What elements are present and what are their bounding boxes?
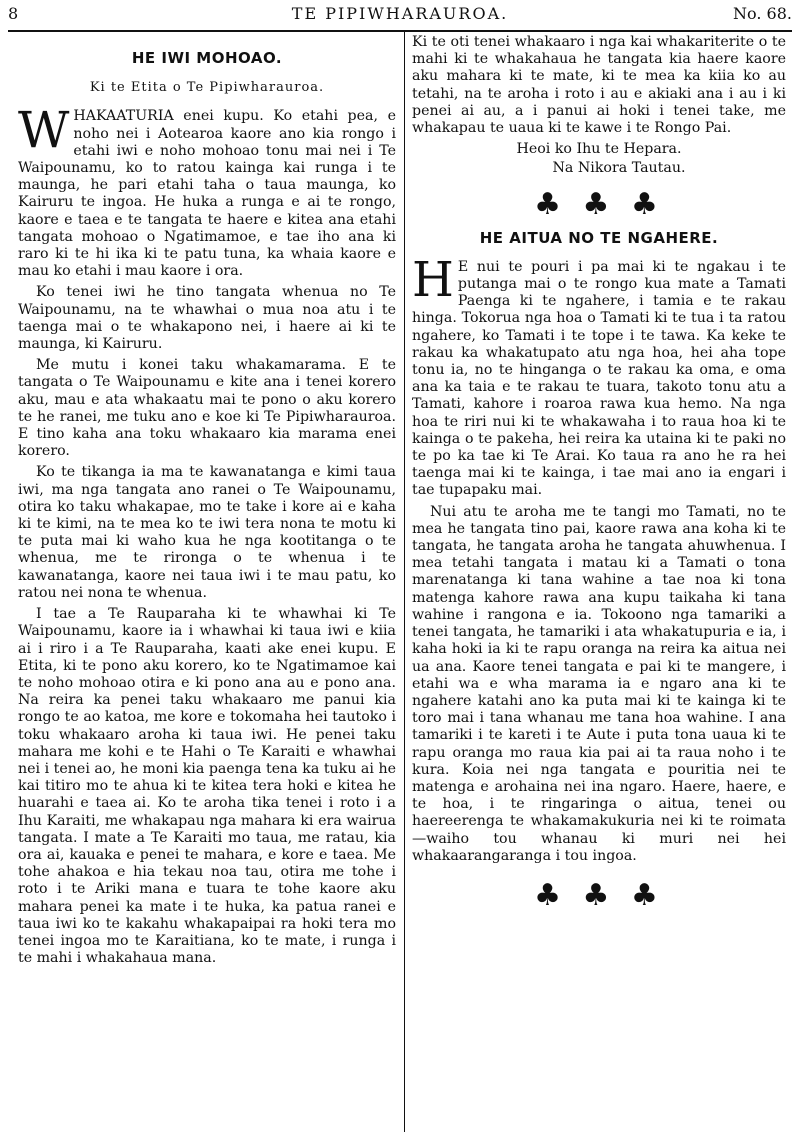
issue-number: No. 68. — [733, 4, 792, 23]
paragraph: Ki te oti tenei whakaaro i nga kai whakariterite o te mahi ki te whakahaua he tangata kia haere kaore aku mahara ki te mate, ki te mea ka kiia ko au tetahi, na te aroha i roto i au e akiaki ana i au i ki penei ai au, a i panui ai hoki i tenei take, me whakapau te uaua ki te kawe i te Rongo Pai. — [412, 34, 786, 137]
left-column — [18, 40, 396, 971]
paragraph — [18, 101, 396, 280]
header-rule — [8, 30, 792, 32]
article-heading: HE AITUA NO TE NGAHERE. — [479, 228, 719, 247]
paragraph: Ko tenei iwi he tino tangata whenua no Te Waipounamu, na te whawhai o mua noa atu i te taenga mai o te whakapono nei, i haere ai ki te maunga, ki Kairuru. — [18, 284, 396, 353]
paragraph-text: E nui te pouri i pa mai ki te ngakau i te putanga mai o te rongo kua mate a Tamati Paenga ki te ngahere, i tamia e te rakau hinga. Tokorua nga hoa o Tamati ki te tua i ta ratou ngahere, ko Tamati i te tope i te tawa. Ka keke te rakau ka whakatupato atu nga hoa, hei aha tope tonu ia, no te hinganga o te rakau ka oma, e oma ana ka taia e te rakau te tuara, takoto tonu atu a Tamati, kahore i roaroa rawa kua hemo. Na nga hoa te riri nui ki te whakawaha i to raua hoa ki te kainga o te pakeha, hei reira ka utaina ki te paki no te po ka tae ki Te Arai. Ko taua ra ano he ra hei taenga mai ki te kainga, i tae mai ano ia engari i tae tupapaku mai. — [412, 258, 786, 499]
paragraph: Ko te tikanga ia ma te kawanatanga e kimi taua iwi, ma nga tangata ano ranei o Te Waipounamu, otira ko taku whakapae, mo te take i kore ai e kaha ki te kimi, na te mea ko te iwi tera nona te motu ki te puta mai ki waho kua he nga kootitanga o te whenua, me te rironga o te whenua i te kawanatanga, kaore nei taua iwi i te mau patu, ko ratou nei nona te whenua. — [18, 464, 396, 601]
paragraph: Nui atu te aroha me te tangi mo Tamati, no te mea he tangata tino pai, kaore rawa ana koha ki te tangata, he tangata aroha he tangata ahuwhenua. I mea tetahi tangata i matau ki a Tamati o tona marenatanga ki tana wahine a tae noa ki tona matenga kahore rawa ana kupu taikaha ki tana wahine i rangona e ia. Tokoono nga tamariki a tenei tangata, he tamariki i ata whakatupuria e ia, i kaha hoki ia ki te rapu oranga na reira ka aitua nei ua ana. Kaore tenei tangata e pai ki te mangere, i etahi wa e wha marama ia e ngaro ana ki te ngahere katahi ano ka puta mai ki te kainga ki te toro mai i tana whanau me tana hoa wahine. I ana tamariki i te kareti i te Aute i puta tona uaua ki te rapu oranga mo raua kia pai ai ta raua noho i te kura. Koia nei nga tangata e pouritia nei te matenga e arohaina nei ina ngaro. Haere, haere, e te hoa, i te ringaringa o aitua, tenei ou haereerenga te whakamakukuria nei ki te roimata—waiho tou whanau ki muri nei hei whakaarangaranga i tou ingoa. — [412, 503, 786, 864]
paragraph: I tae a Te Rauparaha ki te whawhai ki Te Waipounamu, kaore ia i whawhai ki taua iwi e kiia ai i riro i a Te Rauparaha, kaati ake enei kupu. E Etita, ki te pono aku korero, ko te Ngatimamoe kai te noho mohoao otira e ki pono ana au e pono ana. Na reira ka penei taku whakaaro me panui kia rongo te ao katoa, me kore e tokomaha hei tautoko i toku whakaaro aroha ki taua iwi. He penei taku mahara me kohi e te Hahi o Te Karaiti e whawhai nei i tenei ao, he moni kia paenga tena ka tuku ai he kai titiro mo te ahua ki te kitea tera hoki e kitea he huarahi e taea ai. Ko te aroha tika tenei i roto i a Ihu Karaiti, me whakapau nga mahara ki era wairua tangata. I mate a Te Karaiti mo taua, me ratau, kia ora ai, kauaka e penei te mahara, e kore e taea. Me tohe ahakoa e hia tekau noa tau, otira me tohe i roto i te Ariki mana e tuara te tohe kaore aku mahara penei ka mate i te huka, ka patua ranei e taua iwi ko te kakahu whakapaipai ra hoki tera mo tenei ingoa mo te Karaitiana, ko te mate, i runga i te mahi i whakahaua mana. — [18, 606, 396, 967]
right-column — [412, 34, 786, 919]
column-divider — [404, 32, 405, 1132]
paragraph — [412, 251, 786, 500]
drop-cap: H — [412, 251, 454, 308]
club-ornament: ♣ ♣ ♣ — [534, 186, 664, 222]
club-ornament: ♣ ♣ ♣ — [534, 877, 664, 913]
page-header — [8, 0, 792, 30]
publication-title: TE PIPIWHARAUROA. — [291, 4, 509, 23]
signature: Na Nikora Tautau. — [552, 160, 686, 177]
addressee-line: Ki te Etita o Te Pipiwharauroa. — [89, 80, 325, 96]
page-number: 8 — [8, 4, 19, 23]
paragraph-text: HAKAATURIA enei kupu. Ko etahi pea, e noho nei i Aotearoa kaore ano kia rongo i etahi iwi e noho mohoao tonu mai nei i Te Waipounamu, ko to ratou kainga kai runga i te maunga, he pari etahi taha o taua maunga, ko Kairuru te ingoa. He huka a runga e ai te rongo, kaore e taea e te tangata te haere e kitea ana etahi tangata mohoao o Ngatimamoe, e tae iho ana ki raro ki te hi ika ki te patu tuna, ka whaia kaore e mau ko etahi i mau kaore i ora. — [18, 108, 396, 280]
article-heading: HE IWI MOHOAO. — [131, 49, 283, 67]
paragraph: Me mutu i konei taku whakamarama. E te tangata o Te Waipounamu e kite ana i tenei korero aku, mau e ata whakaatu mai te pono o aku korero te he ranei, me tuku ano e koe ki Te Pipiwharauroa. E tino kaha ana toku whakaaro kia marama enei korero. — [18, 357, 396, 460]
drop-cap: W — [18, 101, 70, 160]
signoff: Heoi ko Ihu te Hepara. — [516, 141, 682, 158]
